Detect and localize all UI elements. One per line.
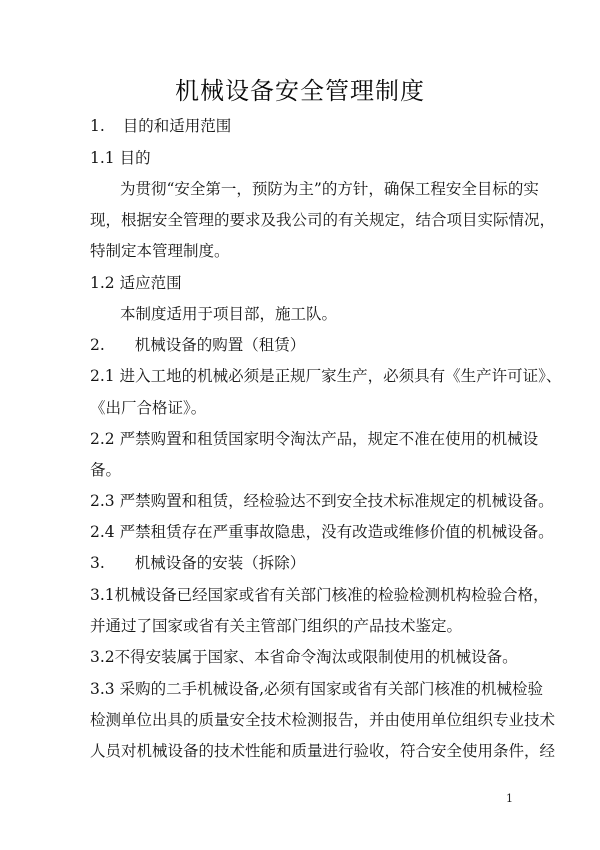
paragraph-line: 并通过了国家或省有关主管部门组织的产品技术鉴定。 xyxy=(90,617,463,635)
section-number: 2. xyxy=(90,336,105,354)
clause-number: 3.2 xyxy=(90,648,115,666)
section-title: 目的和适用范围 xyxy=(122,117,232,135)
clause-2-3 xyxy=(90,491,554,511)
document-title: 机械设备安全管理制度 xyxy=(175,77,425,105)
section-title: 适应范围 xyxy=(119,274,182,292)
clause-number: 2.1 xyxy=(90,367,115,385)
paragraph-line: 本制度适用于项目部，施工队。 xyxy=(120,305,338,323)
section-title: 机械设备的购置（租赁） xyxy=(134,336,306,354)
clause-number: 3.1 xyxy=(90,586,115,604)
paragraph-line: 《出厂合格证》。 xyxy=(90,399,207,417)
section-number: 1.1 xyxy=(90,149,115,167)
clause-number: 2.3 xyxy=(90,492,115,510)
clause-text: 机械设备已经国家或省有关部门核准的检验检测机构检验合格， xyxy=(114,586,549,604)
section-title: 目的 xyxy=(119,149,151,167)
clause-3-3 xyxy=(90,679,544,699)
page-number: 1 xyxy=(506,792,513,805)
paragraph-line: 特制定本管理制度。 xyxy=(90,242,230,260)
subsection-heading-1-2 xyxy=(90,273,182,293)
clause-number: 3.3 xyxy=(90,680,115,698)
clause-text: 进入工地的机械必须是正规厂家生产，必须具有《生产许可证》、 xyxy=(119,367,562,385)
section-title: 机械设备的安装（拆除） xyxy=(134,554,306,572)
section-heading-1 xyxy=(90,116,231,136)
clause-3-1 xyxy=(90,585,549,605)
clause-text: 严禁购置和租赁，经检验达不到安全技术标准规定的机械设备。 xyxy=(119,492,554,510)
clause-3-2 xyxy=(90,647,518,667)
clause-text: 采购的二手机械设备,必须有国家或省有关部门核准的机械检验 xyxy=(119,680,544,698)
paragraph-line: 检测单位出具的质量安全技术检测报告，并由使用单位组织专业技术 xyxy=(90,711,556,729)
clause-number: 2.4 xyxy=(90,523,115,541)
paragraph-line: 现，根据安全管理的要求及我公司的有关规定，结合项目实际情况， xyxy=(90,211,556,229)
clause-text: 不得安装属于国家、本省命令淘汰或限制使用的机械设备。 xyxy=(114,648,518,666)
clause-text: 严禁租赁存在严重事故隐患，没有改造或维修价值的机械设备。 xyxy=(119,523,554,541)
section-heading-3 xyxy=(90,553,305,573)
clause-number: 2.2 xyxy=(90,430,115,448)
clause-2-2 xyxy=(90,429,539,449)
paragraph-line: 人员对机械设备的技术性能和质量进行验收，符合安全使用条件，经 xyxy=(90,742,556,760)
subsection-heading-1-1 xyxy=(90,148,151,168)
paragraph-line: 备。 xyxy=(90,461,122,479)
clause-2-1 xyxy=(90,366,562,386)
section-heading-2 xyxy=(90,335,305,355)
section-number: 1.2 xyxy=(90,274,115,292)
section-number: 1. xyxy=(90,117,105,135)
clause-text: 严禁购置和租赁国家明令淘汰产品，规定不准在使用的机械设 xyxy=(119,430,539,448)
section-number: 3. xyxy=(90,554,105,572)
clause-2-4 xyxy=(90,522,554,542)
paragraph-line: 为贯彻“安全第一，预防为主”的方针，确保工程安全目标的实 xyxy=(120,180,539,198)
